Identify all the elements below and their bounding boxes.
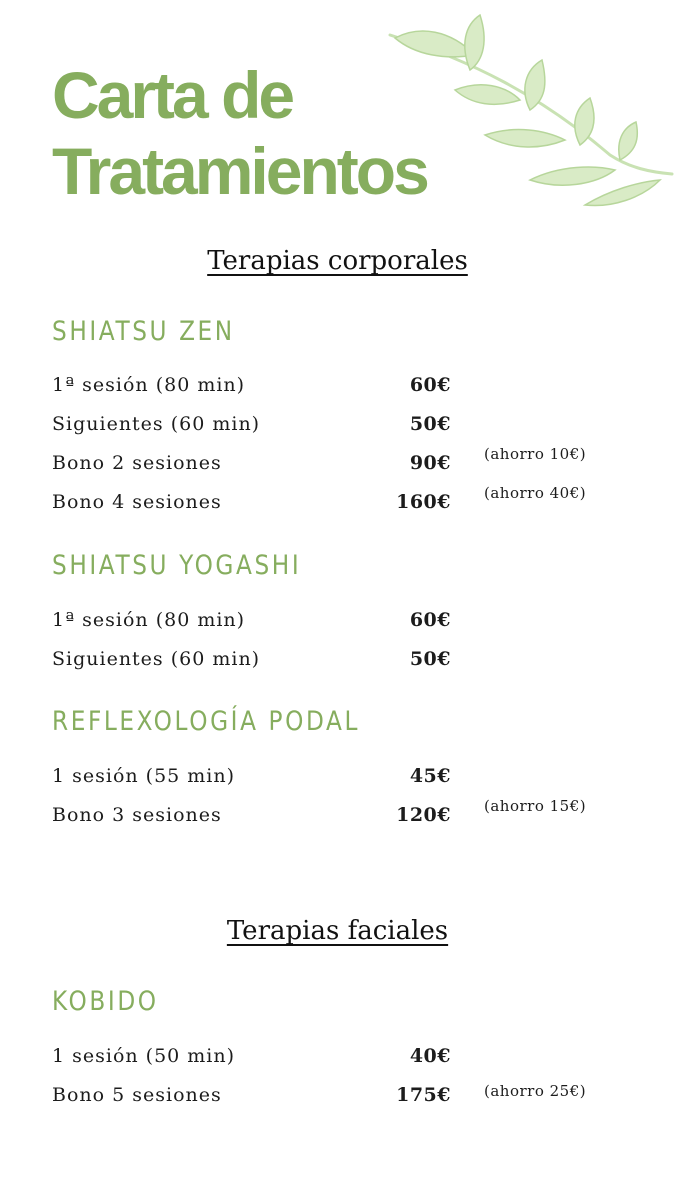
row-price: 160€ (396, 491, 451, 513)
price-row (0, 445, 675, 482)
section-heading-faciales: Terapias faciales (226, 916, 449, 946)
row-price: 60€ (409, 609, 451, 631)
row-price: 50€ (409, 413, 451, 435)
row-price: 50€ (409, 648, 451, 670)
row-label: Siguientes (60 min) (52, 648, 261, 670)
row-price: 175€ (396, 1084, 451, 1106)
row-label: Bono 5 sesiones (52, 1084, 222, 1106)
price-row (0, 1045, 675, 1075)
row-label: 1 sesión (55 min) (52, 765, 236, 787)
row-price: 90€ (409, 452, 451, 474)
row-label: Bono 4 sesiones (52, 491, 222, 513)
row-price: 45€ (409, 765, 451, 787)
row-saving: (ahorro 25€) (484, 1082, 587, 1100)
row-saving: (ahorro 15€) (484, 797, 587, 815)
row-price: 120€ (396, 804, 451, 826)
price-row (0, 1084, 675, 1114)
treatment-name-kobido: KOBIDO (52, 986, 159, 1017)
row-label: Siguientes (60 min) (52, 413, 261, 435)
price-row (0, 484, 675, 521)
row-saving: (ahorro 40€) (484, 484, 587, 502)
row-saving: (ahorro 10€) (484, 445, 587, 463)
row-price: 60€ (409, 374, 451, 396)
price-row (0, 648, 675, 678)
price-row (0, 374, 675, 404)
price-row (0, 797, 675, 834)
treatment-name-reflexologia-podal: REFLEXOLOGÍA PODAL (52, 706, 360, 737)
page-title-line-2: Tratamientos (52, 134, 427, 208)
page-title-line-1: Carta de (52, 58, 293, 132)
row-label: 1ª sesión (80 min) (52, 609, 246, 631)
row-label: 1ª sesión (80 min) (52, 374, 246, 396)
price-row (0, 413, 675, 443)
treatment-name-shiatsu-zen: SHIATSU ZEN (52, 316, 235, 347)
row-price: 40€ (409, 1045, 451, 1067)
row-label: Bono 2 sesiones (52, 452, 222, 474)
treatment-name-shiatsu-yogashi: SHIATSU YOGASHI (52, 550, 302, 581)
row-label: 1 sesión (50 min) (52, 1045, 236, 1067)
row-label: Bono 3 sesiones (52, 804, 222, 826)
price-row (0, 609, 675, 639)
price-row (0, 765, 675, 795)
section-heading-corporales: Terapias corporales (207, 246, 468, 276)
